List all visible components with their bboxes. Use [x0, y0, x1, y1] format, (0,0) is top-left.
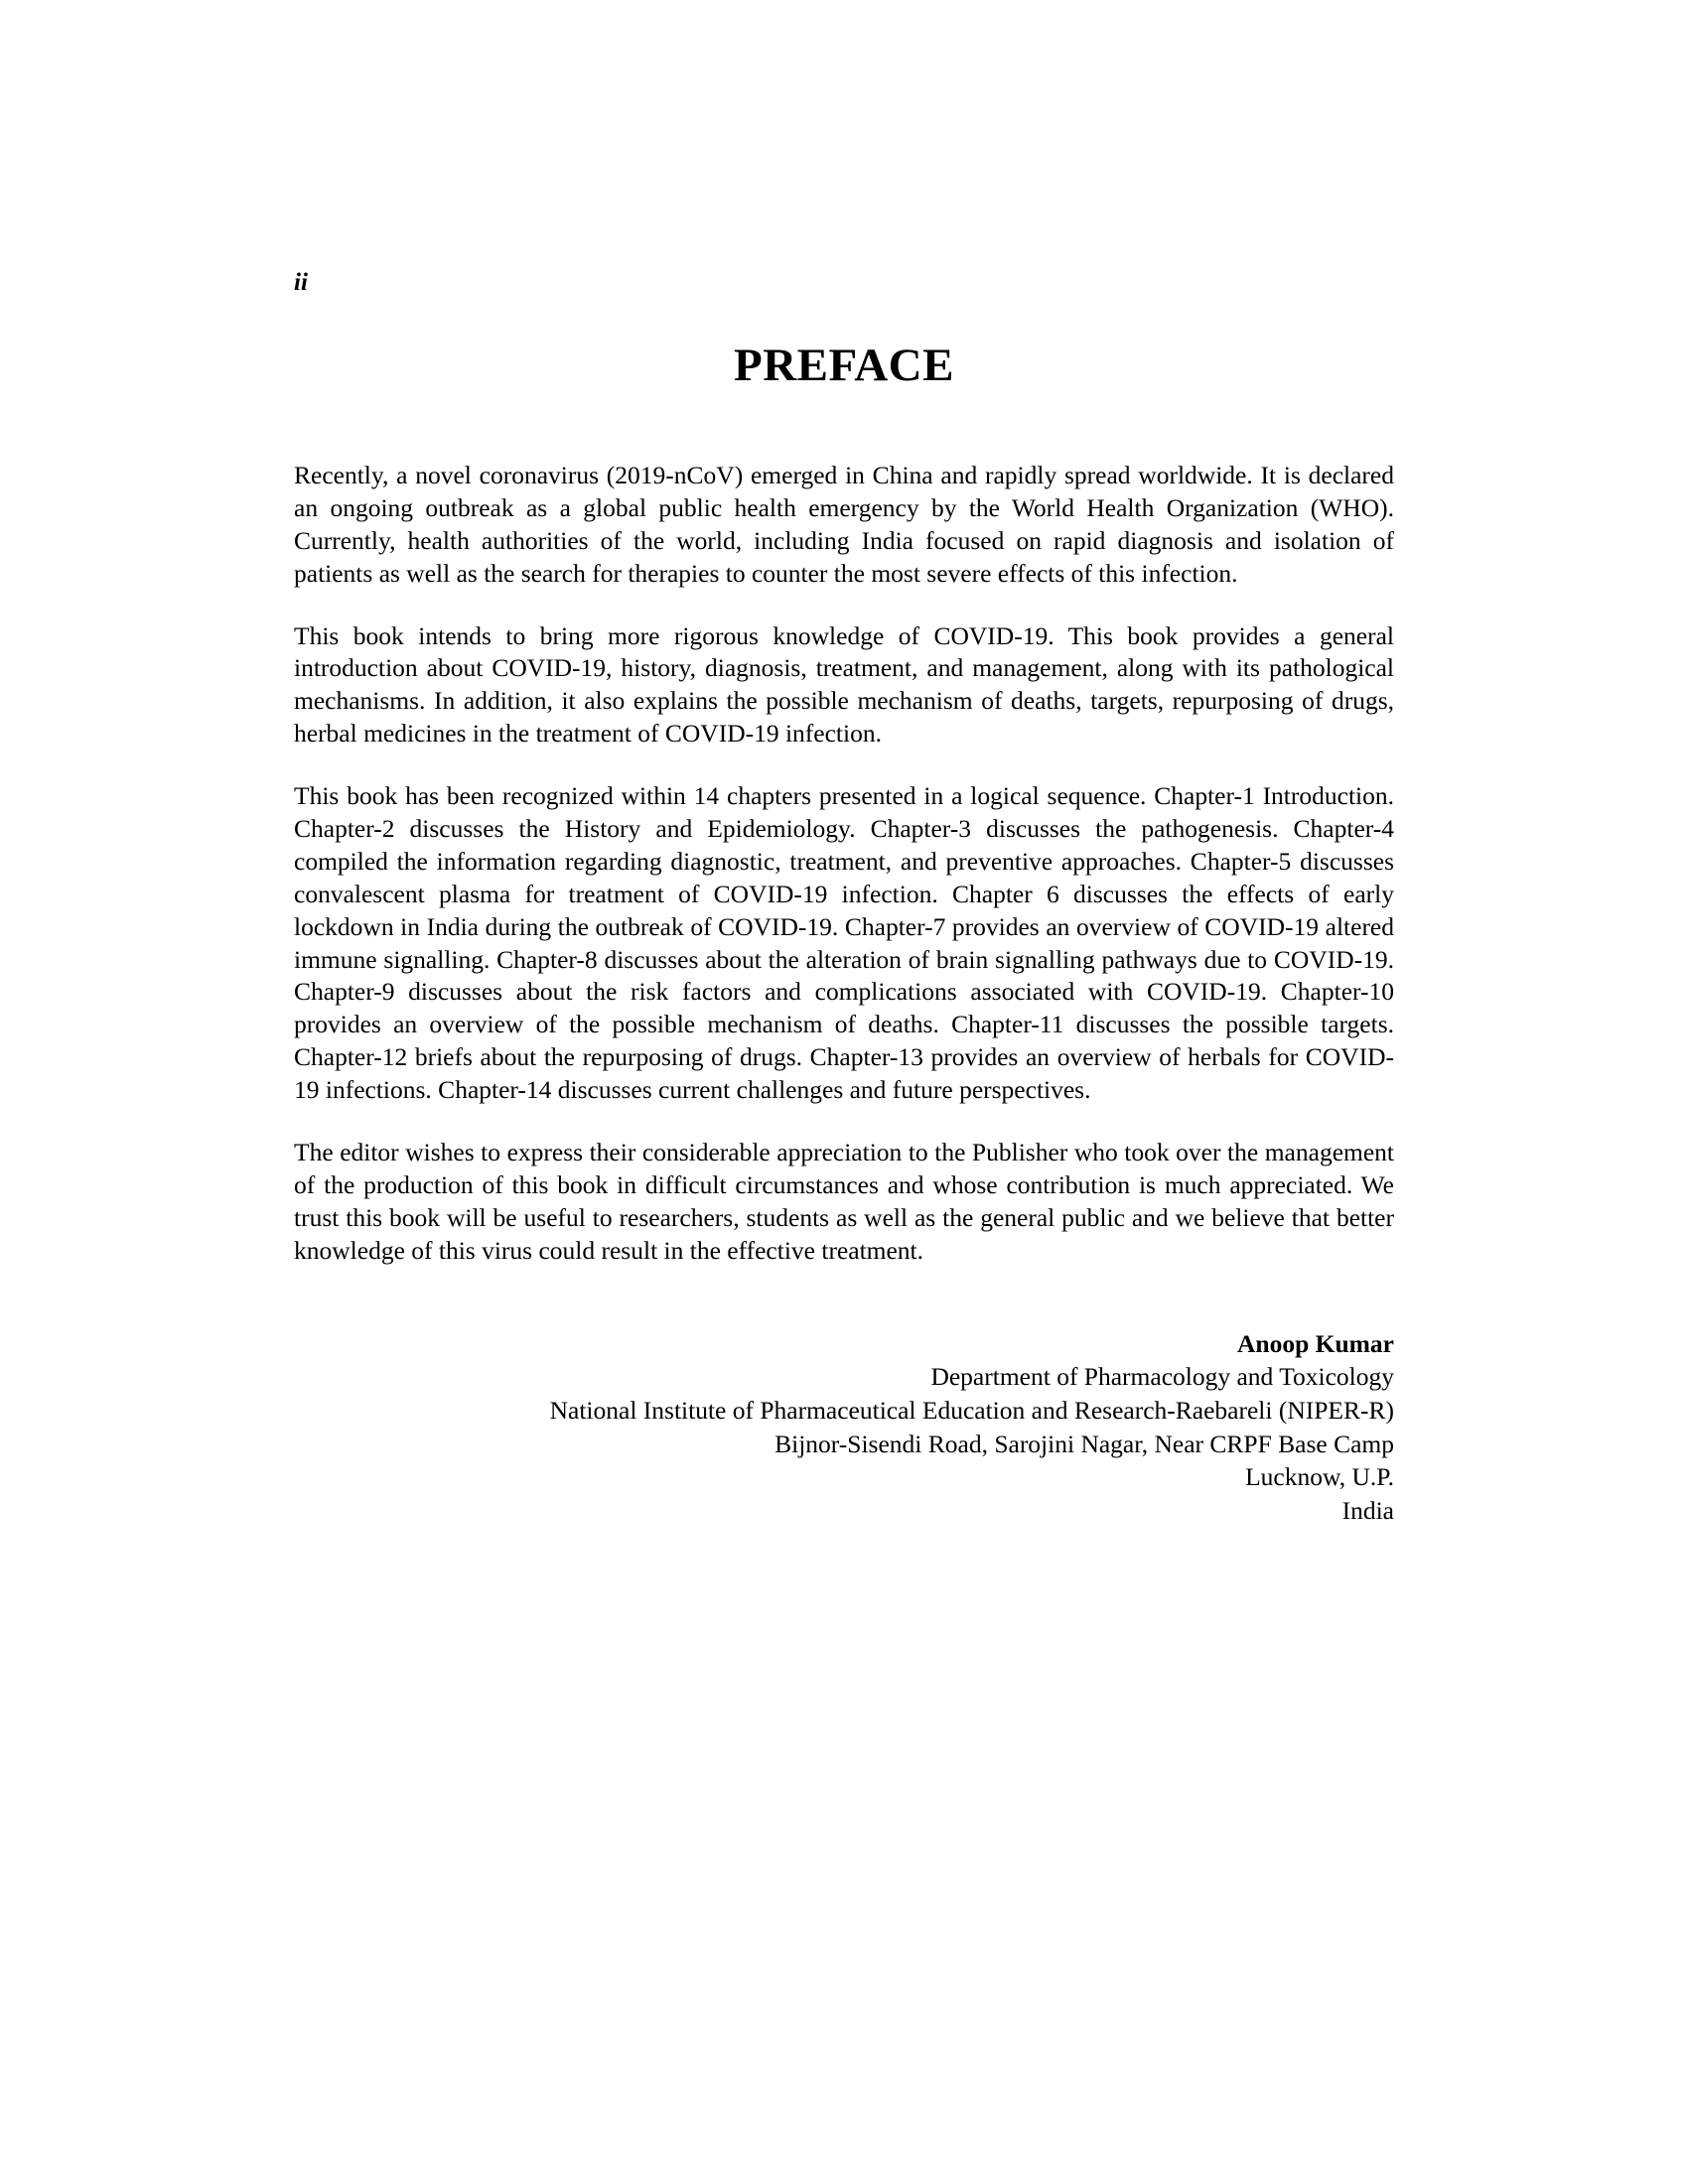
page-number: ii — [294, 269, 308, 296]
preface-paragraph-2: This book intends to bring more rigorous knowledge of COVID-19. This book provides a general introduction about COVID-19, history, diagnosis, treatment, and management, along with its pathological mechanisms. In addition, it also explains the possible mechanism of deaths, targets, repurposing of drugs, herbal medicines in the treatment of COVID-19 infection. — [294, 620, 1394, 749]
page-title: PREFACE — [734, 340, 954, 391]
author-name: Anoop Kumar — [1237, 1328, 1394, 1358]
author-address: Bijnor-Sisendi Road, Sarojini Nagar, Near CRPF Base Camp — [774, 1429, 1394, 1458]
author-country: India — [1341, 1495, 1394, 1525]
preface-paragraph-4: The editor wishes to express their considerable appreciation to the Publisher who took over the management of the production of this book in difficult circumstances and whose contribution is much appreciated. We trust this book will be useful to researchers, students as well as the general public and we believe that better knowledge of this virus could result in the effective treatment. — [294, 1138, 1394, 1265]
signature-block — [294, 1327, 1394, 1528]
preface-paragraph-3: This book has been recognized within 14 chapters presented in a logical sequence. Chapter-1 Introduction. Chapter-2 discusses the History and Epidemiology. Chapter-3 discusses the pathogenesis. Chapter-4 compiled the information regarding diagnostic, treatment, and preventive approaches. Chapter-5 discusses convalescent plasma for treatment of COVID-19 infection. Chapter 6 discusses the effects of early lockdown in India during the outbreak of COVID-19. Chapter-7 provides an overview of COVID-19 altered immune signalling. Chapter-8 discusses about the alteration of brain signalling pathways due to COVID-19. Chapter-9 discusses about the risk factors and complications associated with COVID-19. Chapter-10 provides an overview of the possible mechanism of deaths. Chapter-11 discusses the possible targets. Chapter-12 briefs about the repurposing of drugs. Chapter-13 provides an overview of herbals for COVID-19 infections. Chapter-14 discusses current challenges and future perspectives. — [294, 781, 1394, 1105]
author-department: Department of Pharmacology and Toxicology — [930, 1362, 1394, 1392]
author-city: Lucknow, U.P. — [1245, 1462, 1394, 1492]
page-content — [294, 270, 1394, 1528]
preface-paragraph-1: Recently, a novel coronavirus (2019-nCoV) emerged in China and rapidly spread worldwide. It is declared an ongoing outbreak as a global public health emergency by the World Health Organization (WHO). Currently, health authorities of the world, including India focused on rapid diagnosis and isolation of patients as well as the search for therapies to counter the most severe effects of this infection. — [294, 461, 1394, 588]
author-institute: National Institute of Pharmaceutical Education and Research-Raebareli (NIPER-R) — [549, 1395, 1394, 1425]
